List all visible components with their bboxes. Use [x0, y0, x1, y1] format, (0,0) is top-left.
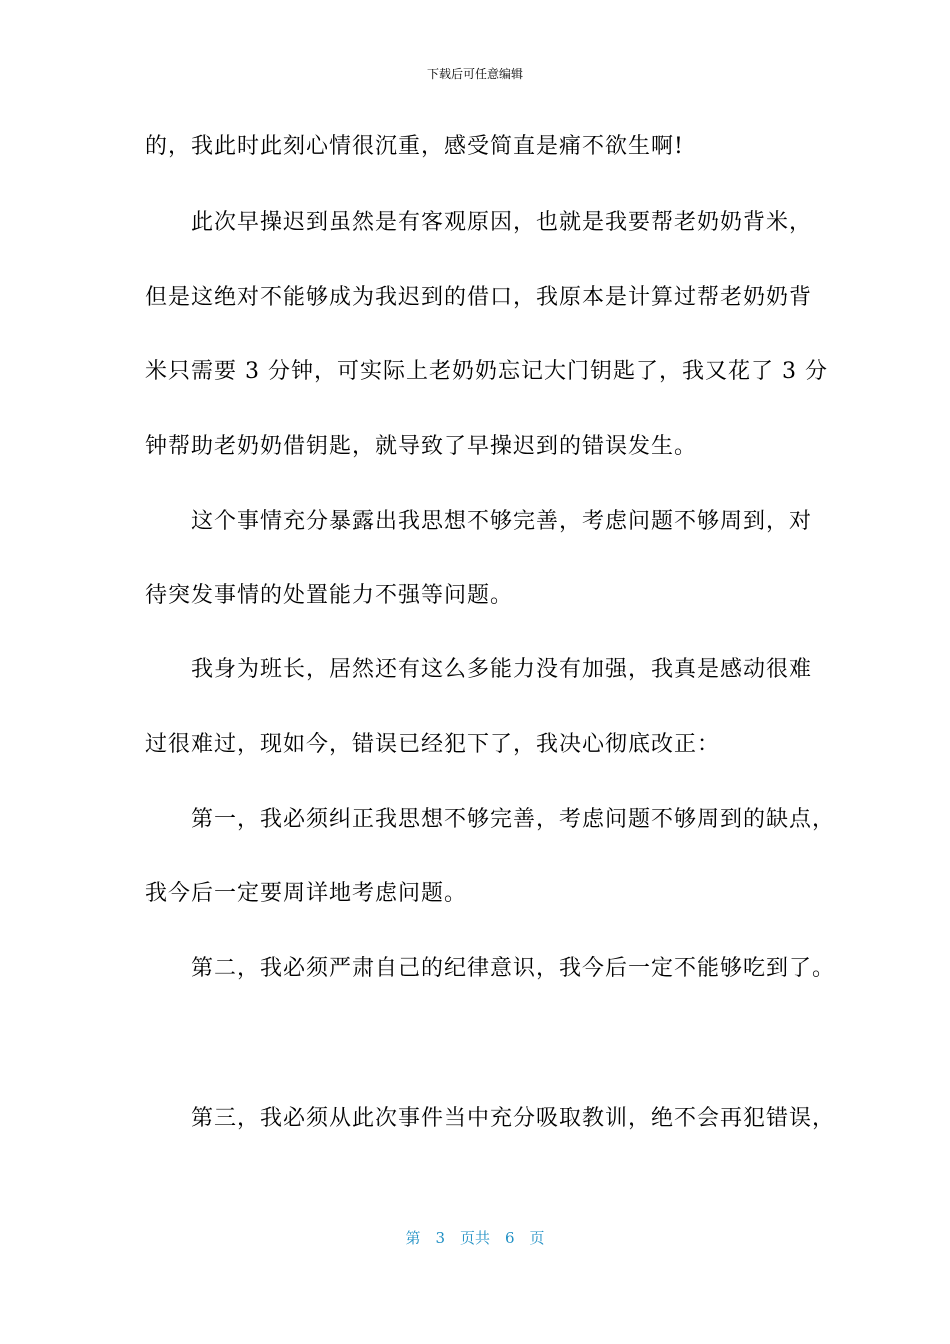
body-line: 此次早操迟到虽然是有客观原因，也就是我要帮老奶奶背米， — [145, 210, 813, 235]
body-line: 钟帮助老奶奶借钥匙，就导致了早操迟到的错误发生。 — [145, 434, 698, 459]
body-line: 但是这绝对不能够成为我迟到的借口，我原本是计算过帮老奶奶背 — [145, 285, 813, 310]
body-line: 第三，我必须从此次事件当中充分吸取教训，绝不会再犯错误， — [145, 1106, 836, 1131]
body-line: 的，我此时此刻心情很沉重，感受简直是痛不欲生啊! — [145, 134, 684, 159]
page-number-footer: 第 3 页共 6 页 — [405, 1229, 545, 1247]
body-line: 这个事情充分暴露出我思想不够完善，考虑问题不够周到，对 — [145, 509, 813, 534]
body-line: 过很难过，现如今，错误已经犯下了，我决心彻底改正： — [145, 732, 721, 757]
body-line: 米只需要 3 分钟，可实际上老奶奶忘记大门钥匙了，我又花了 3 分 — [145, 359, 828, 384]
body-line: 第一，我必须纠正我思想不够完善，考虑问题不够周到的缺点， — [145, 807, 836, 832]
body-line: 待突发事情的处置能力不强等问题。 — [145, 583, 514, 608]
body-line: 我身为班长，居然还有这么多能力没有加强，我真是感动很难 — [145, 657, 813, 682]
page-header: 下载后可任意编辑 — [426, 67, 523, 81]
body-line: 第二，我必须严肃自己的纪律意识，我今后一定不能够吃到了。 — [145, 956, 836, 981]
body-line: 我今后一定要周详地考虑问题。 — [145, 881, 468, 906]
